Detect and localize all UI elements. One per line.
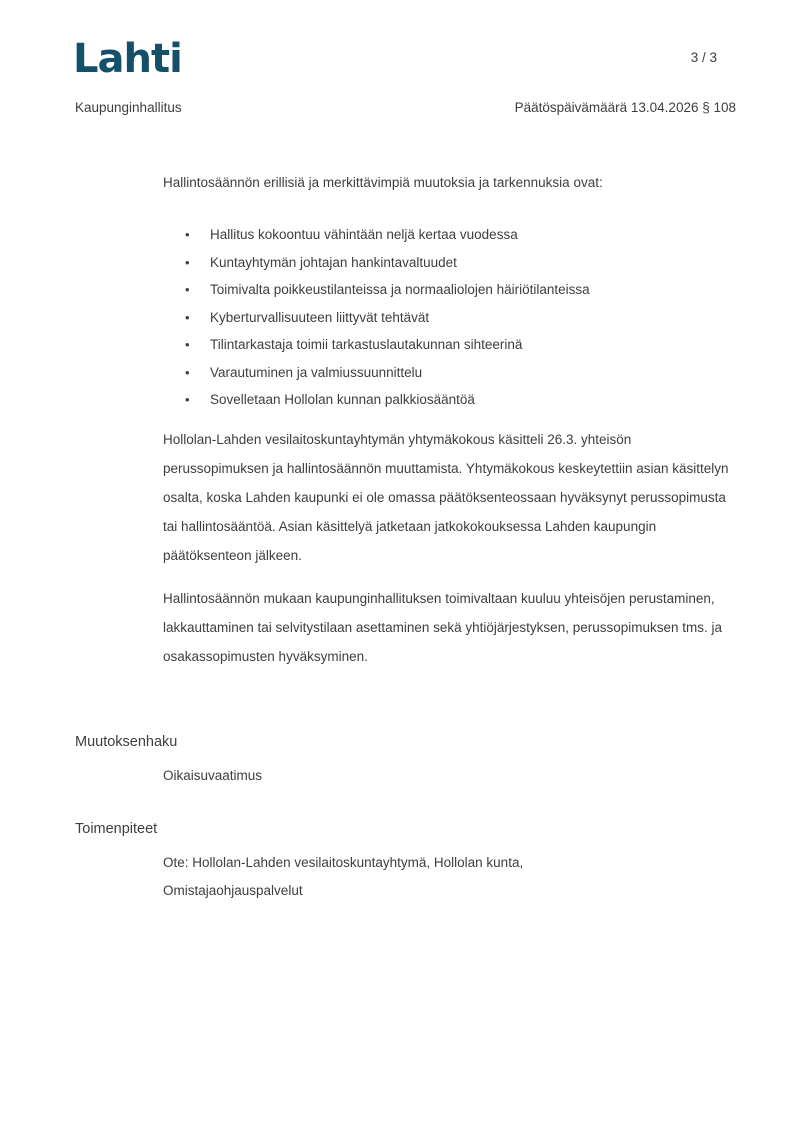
list-item-text: Kuntayhtymän johtajan hankintavaltuudet [210,254,457,270]
section-toimenpiteet [75,819,735,905]
committee-name: Kaupunginhallitus [75,100,182,115]
decision-date: Päätöspäivämäärä 13.04.2026 § 108 [514,100,736,115]
list-item-text: Varautuminen ja valmiussuunnittelu [210,364,423,380]
section-heading: Muutoksenhaku [75,734,178,750]
list-item-text: Toimivalta poikkeustilanteissa ja normaaliolojen häiriötilanteissa [210,282,590,297]
section-line: Omistajaohjauspalvelut [163,883,303,898]
list-item-text: Tilintarkastaja toimii tarkastuslautakunnan sihteerinä [210,337,523,352]
list-item-text: Sovelletaan Hollolan kunnan palkkiosääntöä [210,392,475,407]
list-item [163,335,735,354]
list-item-text: Kyberturvallisuuteen liittyvät tehtävät [210,309,430,325]
list-item [163,225,735,244]
bullet-icon: • [185,309,190,325]
section-body [163,762,735,790]
intro-paragraph: Hallintosäännön erillisiä ja merkittävimpiä muutoksia ja tarkennuksia ovat: [163,175,603,190]
document-header-row [75,100,736,115]
list-item [163,363,735,382]
body-paragraph: Hallintosäännön mukaan kaupunginhallituksen toimivaltaan kuuluu yhteisöjen perustaminen, lakkauttaminen tai selvitystilaan asettaminen sekä yhtiöjärjestyksen, perussopimuksen tms. ja osakassopimusten hyväksyminen. [163,591,723,664]
bullet-list [163,225,735,409]
list-item [163,253,735,272]
lahti-logo: Lahti [73,36,182,82]
section-heading: Toimenpiteet [75,821,158,837]
bullet-icon: • [185,392,190,407]
section-line: Oikaisuvaatimus [163,768,263,783]
section-muutoksenhaku [75,732,735,790]
section-line: Ote: Hollolan-Lahden vesilaitoskuntayhtymä, Hollolan kunta, [163,855,524,870]
page-number: 3 / 3 [690,50,717,65]
list-item-text: Hallitus kokoontuu vähintään neljä kertaa vuodessa [210,227,518,242]
list-item [163,280,735,299]
body-paragraph: Hollolan-Lahden vesilaitoskuntayhtymän yhtymäkokous käsitteli 26.3. yhteisön perussopimuksen ja hallintosäännön muuttamista. Yhtymäkokous keskeytettiin asian käsittelyn osalta, koska Lahden kaupunki ei ole omassa päätöksenteossaan hyväksynyt perussopimusta tai hallintosääntöä. Asian käsittelyä jatketaan jatkokokouksessa Lahden kaupungin päätöksenteon jälkeen. [163,432,729,563]
bullet-icon: • [185,282,190,297]
bullet-icon: • [185,254,190,270]
list-item [163,390,735,409]
section-body [163,849,735,905]
bullet-icon: • [185,364,190,380]
bullet-icon: • [185,227,190,242]
document-body [163,173,735,685]
list-item [163,308,735,327]
bullet-icon: • [185,337,190,352]
